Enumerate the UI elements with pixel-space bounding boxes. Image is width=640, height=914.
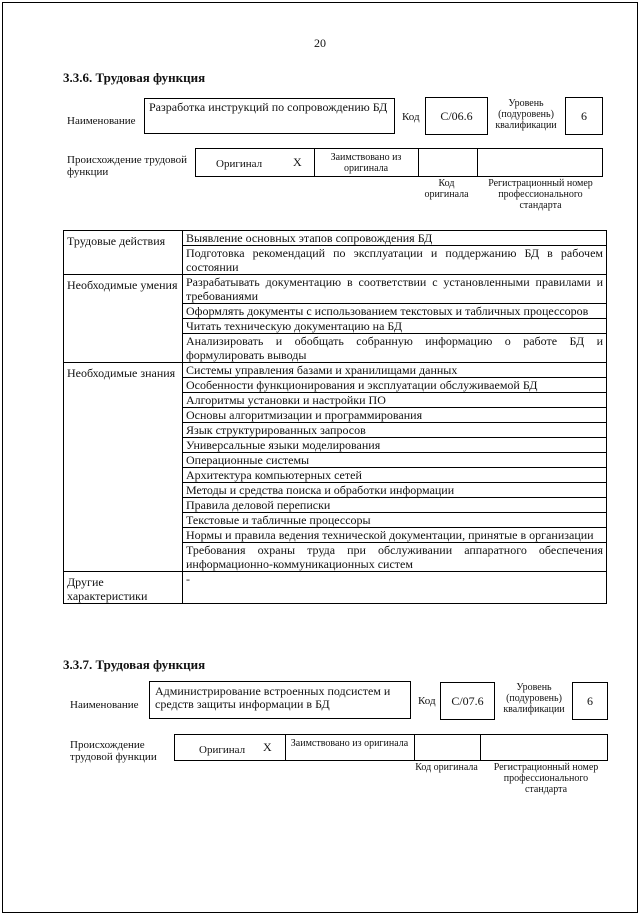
original-mark-337: X (263, 740, 272, 754)
origin-row-336 (195, 148, 603, 177)
table-cell: Правила деловой переписки (183, 498, 607, 513)
table-cell: Анализировать и обобщать собранную информацию о работе БД и формулировать выводы (183, 334, 607, 363)
code-label-336: Код (402, 111, 420, 123)
divider (480, 734, 481, 761)
category-cell: Трудовые действия (64, 231, 183, 275)
table-cell: Требования охраны труда при обслуживании аппаратного обеспечения информационно-коммуникационных систем (183, 543, 607, 572)
original-mark-336: X (293, 155, 302, 169)
code-original-label-336: Код оригинала (424, 178, 469, 200)
table-cell: Особенности функционирования и эксплуатации обслуживаемой БД (183, 378, 607, 393)
table-cell: Методы и средства поиска и обработки информации (183, 483, 607, 498)
table-cell: Разрабатывать документацию в соответствии с установленными правилами и требованиями (183, 275, 607, 304)
table-cell: Нормы и правила ведения технической документации, принятые в организации (183, 528, 607, 543)
table-cell: Системы управления базами и хранилищами данных (183, 363, 607, 378)
reg-number-label-337: Регистрационный номер профессионального стандарта (493, 762, 599, 795)
origin-label-336: Происхождение трудовой функции (67, 154, 188, 178)
divider (418, 148, 419, 177)
name-label-336: Наименование (67, 115, 136, 127)
level-label-336: Уровень (подуровень) квалификации (495, 98, 557, 131)
table-cell: Текстовые и табличные процессоры (183, 513, 607, 528)
section-heading-336: 3.3.6. Трудовая функция (63, 70, 206, 85)
divider (477, 148, 478, 177)
page-number: 20 (314, 36, 326, 50)
divider (285, 734, 286, 761)
table-cell: Язык структурированных запросов (183, 423, 607, 438)
level-label-337: Уровень (подуровень) квалификации (503, 682, 565, 715)
origin-row-337 (174, 734, 608, 761)
code-label-337: Код (418, 695, 436, 707)
table-cell: Подготовка рекомендаций по эксплуатации и поддержанию БД в рабочем состоянии (183, 246, 607, 275)
code-value-336: C/06.6 (425, 97, 488, 135)
section-heading-337: 3.3.7. Трудовая функция (63, 657, 206, 672)
origin-label-337: Происхождение трудовой функции (70, 739, 157, 763)
table-cell: Алгоритмы установки и настройки ПО (183, 393, 607, 408)
borrowed-label-336: Заимствовано из оригинала (330, 152, 402, 174)
table-row (64, 231, 607, 246)
table-row (64, 275, 607, 304)
level-value-337: 6 (572, 682, 608, 720)
table-cell: Выявление основных этапов сопровождения БД (183, 231, 607, 246)
original-label-337: Оригинал (199, 744, 246, 756)
category-cell: Необходимые знания (64, 363, 183, 572)
table-cell: - (183, 572, 607, 604)
divider (314, 148, 315, 177)
table-cell: Универсальные языки моделирования (183, 438, 607, 453)
category-cell: Необходимые умения (64, 275, 183, 363)
table-cell: Архитектура компьютерных сетей (183, 468, 607, 483)
table-row (64, 363, 607, 378)
table-cell: Основы алгоритмизации и программирования (183, 408, 607, 423)
code-value-337: C/07.6 (440, 682, 495, 720)
name-label-337: Наименование (70, 699, 139, 711)
table-cell: Операционные системы (183, 453, 607, 468)
name-value-336: Разработка инструкций по сопровождению БД (144, 98, 395, 134)
labor-function-table (63, 230, 607, 604)
reg-number-label-336: Регистрационный номер профессионального стандарта (488, 178, 593, 211)
table-cell: Оформлять документы с использованием текстовых и табличных процессоров (183, 304, 607, 319)
name-value-337: Администрирование встроенных подсистем и средств защиты информации в БД (149, 681, 411, 719)
borrowed-label-337: Заимствовано из оригинала (290, 738, 409, 749)
code-original-label-337: Код оригинала (415, 762, 478, 773)
table-cell: Читать техническую документацию на БД (183, 319, 607, 334)
table-row (64, 572, 607, 604)
category-cell: Другие характеристики (64, 572, 183, 604)
original-label-336: Оригинал (216, 158, 263, 170)
divider (414, 734, 415, 761)
level-value-336: 6 (565, 97, 603, 135)
